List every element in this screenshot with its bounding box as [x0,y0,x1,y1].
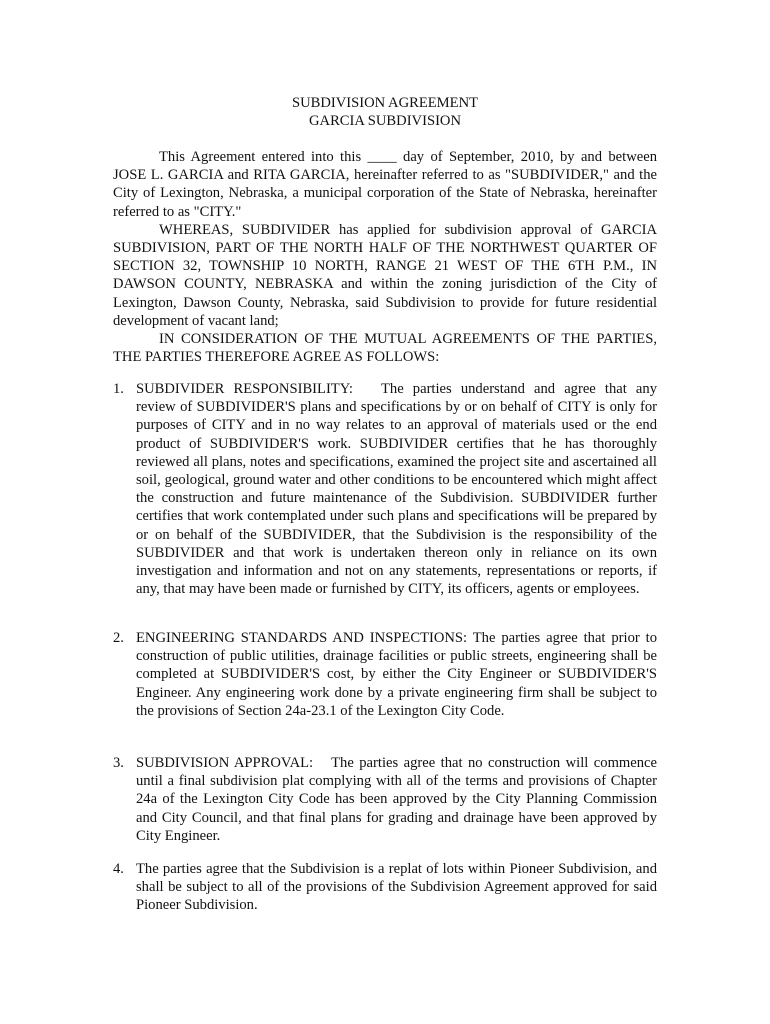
section-number: 2. [113,630,124,646]
intro-section [113,148,657,366]
section-2 [113,629,657,720]
title-line-2: GARCIA SUBDIVISION [308,113,462,130]
section-text: The parties agree that the Subdivision is a replat of lots within Pioneer Subdivision, and shall be subject to all of the provisions of the Subdivision Agreement approved for said Pioneer Subdivision. [136,861,657,914]
section-3 [113,754,657,845]
section-number: 3. [113,755,124,771]
list-item [113,754,657,845]
section-text: The parties understand and agree that any review of SUBDIVIDER'S plans and specifications by or on behalf of CITY is only for purposes of CITY and in no way relates to an approval of materials used or the end product of SUBDIVIDER'S work. SUBDIVIDER certifies that he has thoroughly reviewed all plans, notes and specifications, examined the project site and ascertained all soil, geological, ground water and other conditions to be encountered which might affect the construction and future maintenance of the Subdivision. SUBDIVIDER further certifies that work contemplated under such plans and specifications will be prepared by or on behalf of the SUBDIVIDER, that the Subdivision is the responsibility of the SUBDIVIDER and that work is undertaken thereon only in reliance on its own investigation and information and not on any statements, representations or reports, if any, that may have been made or furnished by CITY, its officers, agents or employees. [136,381,657,598]
section-heading: SUBDIVIDER RESPONSIBILITY: [136,381,353,397]
intro-paragraph-parties: This Agreement entered into this ____ day of September, 2010, by and between JOSE L. GARCIA and RITA GARCIA, hereinafter referred to as "SUBDIVIDER," and the City of Lexington, Nebraska, a municipal corporation of the State of Nebraska, hereinafter referred to as "CITY." [113,149,657,220]
intro-paragraph-whereas: WHEREAS, SUBDIVIDER has applied for subdivision approval of GARCIA SUBDIVISION, PART OF THE NORTH HALF OF THE NORTHWEST QUARTER OF SECTION 32, TOWNSHIP 10 NORTH, RANGE 21 WEST OF THE 6TH P.M., IN DAWSON COUNTY, NEBRASKA and within the zoning jurisdiction of the City of Lexington, Dawson County, Nebraska, said Subdivision to provide for future residential development of vacant land; [113,221,657,329]
list-item [113,860,657,915]
list-item [113,629,657,720]
section-number: 1. [113,381,124,397]
document-title [0,94,770,130]
section-heading: SUBDIVISION APPROVAL: [136,755,314,771]
list-item [113,380,657,598]
intro-paragraph-consideration: IN CONSIDERATION OF THE MUTUAL AGREEMENTS OF THE PARTIES, THE PARTIES THEREFORE AGREE AS FOLLOWS: [113,331,657,366]
title-line-1: SUBDIVISION AGREEMENT [291,95,479,111]
section-text: The parties agree that prior to construction of public utilities, drainage facilities or public streets, engineering shall be completed at SUBDIVIDER'S cost, by either the City Engineer or SUBDIVIDER'S Engineer. Any engineering work done by a private engineering firm shall be subject to the provisions of Section 24a-23.1 of the Lexington City Code. [136,630,657,719]
section-number: 4. [113,861,124,877]
section-4 [113,860,657,915]
section-heading: ENGINEERING STANDARDS AND INSPECTIONS: [136,630,468,646]
section-text: The parties agree that no construction will commence until a final subdivision plat complying with all of the terms and provisions of Chapter 24a of the Lexington City Code has been approved by the City Planning Commission and City Council, and that final plans for grading and drainage have been approved by City Engineer. [136,755,658,844]
section-1 [113,380,657,598]
